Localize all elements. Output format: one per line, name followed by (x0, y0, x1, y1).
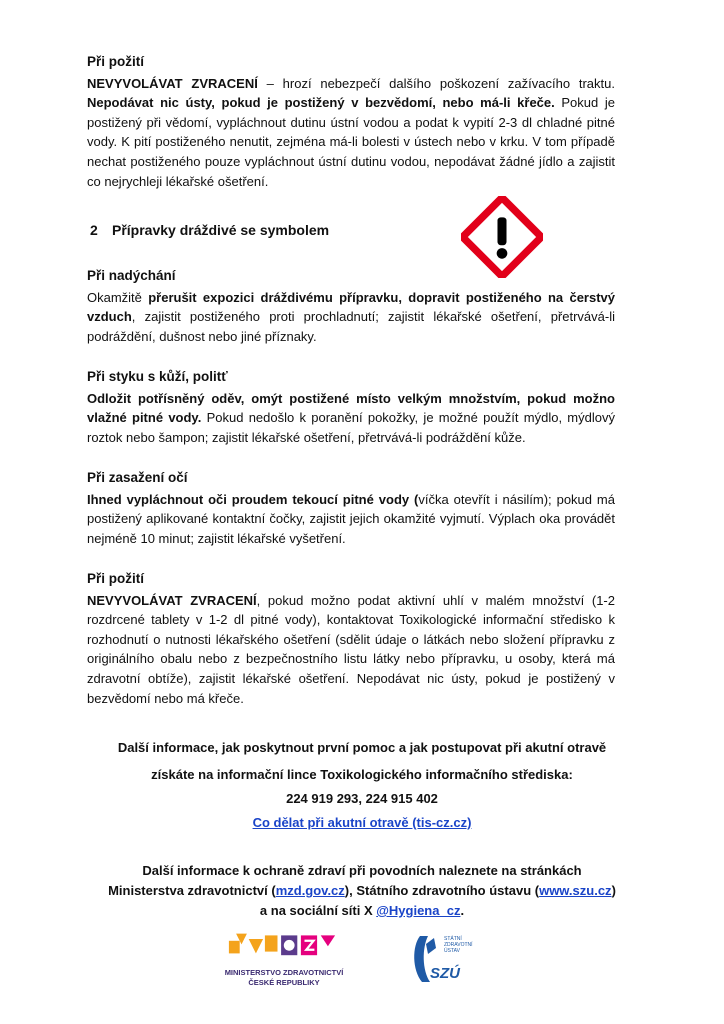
text: , pokud možno podat aktivní uhlí v malém množství (1-2 rozdrcené tablety v 1-2 dl pitné vody), kontaktovat Toxikologické informační středisko k rozhodnutí o nutnosti lékařského ošetření (sdělit údaje o látkách nebo složení přípravku z originálního obalu nebo z bezpečnostního listu látky nebo přípravku, u osoby, která má zdravotní obtíže), zajistit lékařské ošetření. Nepodávat nic ústy, pokud je postižený v bezvědomí nebo má křeče. (87, 592, 615, 706)
szu-text-2: ZDRAVOTNÍ (444, 942, 473, 948)
section-ingestion-1 (87, 52, 615, 191)
text: Pokud je postižený při vědomí, vypláchnout dutinu ústní vodou a podat k vypití 2-3 dl chladné pitné vody. K pití postiženého nenutit, zejména má-li bolesti v ústech nebo v krku. V tom případě nechat postiženého pouze vypláchnout ústní dutinu vodou, nepodávat žádné jídlo a zajistit co nejrychleji lékařské ošetření. (87, 95, 615, 189)
bold-text: Nepodávat nic ústy, pokud je postižený v bezvědomí, nebo má-li křeče. (87, 95, 555, 111)
text: ) (611, 883, 616, 898)
szu-logo-icon (408, 928, 488, 990)
bold-text: přerušit expozici dráždivému přípravku, dopravit postiženého na čerstvý vzduch (87, 289, 616, 325)
paragraph-inhalation (87, 288, 615, 347)
bold-text: Odložit potřísněný oděv, omýt postižené místo velkým množstvím, pokud možno vlažné pitné vody. (87, 390, 615, 426)
section-number: 2 (90, 222, 98, 238)
heading-skin: Při styku s kůží, politť (87, 369, 228, 384)
footer-phones: 224 919 293, 224 915 402 (286, 791, 438, 806)
ministry-name-line-2: ČESKÉ REPUBLIKY (248, 978, 320, 987)
footer-more-2 (40, 883, 684, 898)
text: ), Státního zdravotního ústavu ( (344, 883, 540, 898)
heading-inhalation: Při nadýchání (87, 268, 176, 283)
bold-text: NEVYVOLÁVAT ZVRACENÍ (87, 592, 257, 608)
heading-ingestion-2: Při požití (87, 571, 144, 586)
section-2-title (90, 222, 329, 238)
paragraph-skin (87, 389, 615, 448)
bold-text: Ihned vypláchnout oči proudem tekoucí pitné vody ( (87, 491, 419, 507)
heading-eyes: Při zasažení očí (87, 470, 188, 485)
section-title-text: Přípravky dráždivé se symbolem (112, 222, 330, 238)
ministry-logo-text (214, 968, 354, 988)
text: . (460, 903, 465, 918)
heading-ingestion-1: Při požití (87, 54, 144, 69)
text: Pokud nedošlo k poranění pokožky, je možné použít mýdlo, mýdlový roztok nebo šampon; zajistit lékařské ošetření, přetrvává-li podráždění kůže. (87, 410, 615, 445)
mzd-link[interactable]: mzd.gov.cz (275, 883, 345, 898)
text: a na sociální síti X (259, 903, 377, 918)
bold-text: NEVYVOLÁVAT ZVRACENÍ (87, 75, 258, 91)
footer-link-row (40, 815, 684, 830)
szu-abbr: SZÚ (430, 965, 460, 982)
ministry-logo-icon (216, 930, 366, 966)
ministry-name-line-1: MINISTERSTVO ZDRAVOTNICTVÍ (224, 968, 344, 977)
szu-link[interactable]: www.szu.cz (539, 883, 612, 898)
x-hygiena-link[interactable]: @Hygiena_cz (376, 903, 461, 918)
footer-line-1: Další informace, jak poskytnout první pomoc a jak postupovat při akutní otravě (117, 740, 607, 755)
paragraph-ingestion-1 (87, 74, 615, 192)
text: – hrozí nebezpečí dalšího poškození zažívacího traktu. (257, 75, 615, 91)
footer-more-3 (40, 903, 684, 918)
section-ingestion-2 (87, 569, 615, 708)
section-skin (87, 367, 615, 447)
szu-text-3: ÚSTAV (444, 948, 460, 954)
paragraph-eyes (87, 490, 615, 549)
section-inhalation (87, 266, 615, 346)
footer-more-1: Další informace k ochraně zdraví při povodních naleznete na stránkách (142, 863, 582, 878)
text: Ministerstva zdravotnictví ( (108, 883, 276, 898)
text: , zajistit postiženého proti prochladnutí; zajistit lékařské ošetření, přetrvává-li podráždění, dušnost nebo jiné příznaky. (87, 309, 615, 344)
tis-link[interactable]: Co dělat při akutní otravě (tis-cz.cz) (252, 815, 472, 830)
footer-line-2: získáte na informační lince Toxikologického informačního střediska: (151, 767, 573, 782)
section-eyes (87, 468, 615, 548)
text: víčka otevřít i násilím); pokud má postižený aplikované kontaktní čočky, zajistit jejich okamžité vyjmutí. Výplach oka provádět nejméně 10 minut; zajistit lékařské vyšetření. (87, 491, 615, 546)
paragraph-ingestion-2 (87, 591, 615, 709)
text: Okamžitě (87, 289, 149, 305)
szu-text-1: STÁTNÍ (444, 936, 462, 942)
